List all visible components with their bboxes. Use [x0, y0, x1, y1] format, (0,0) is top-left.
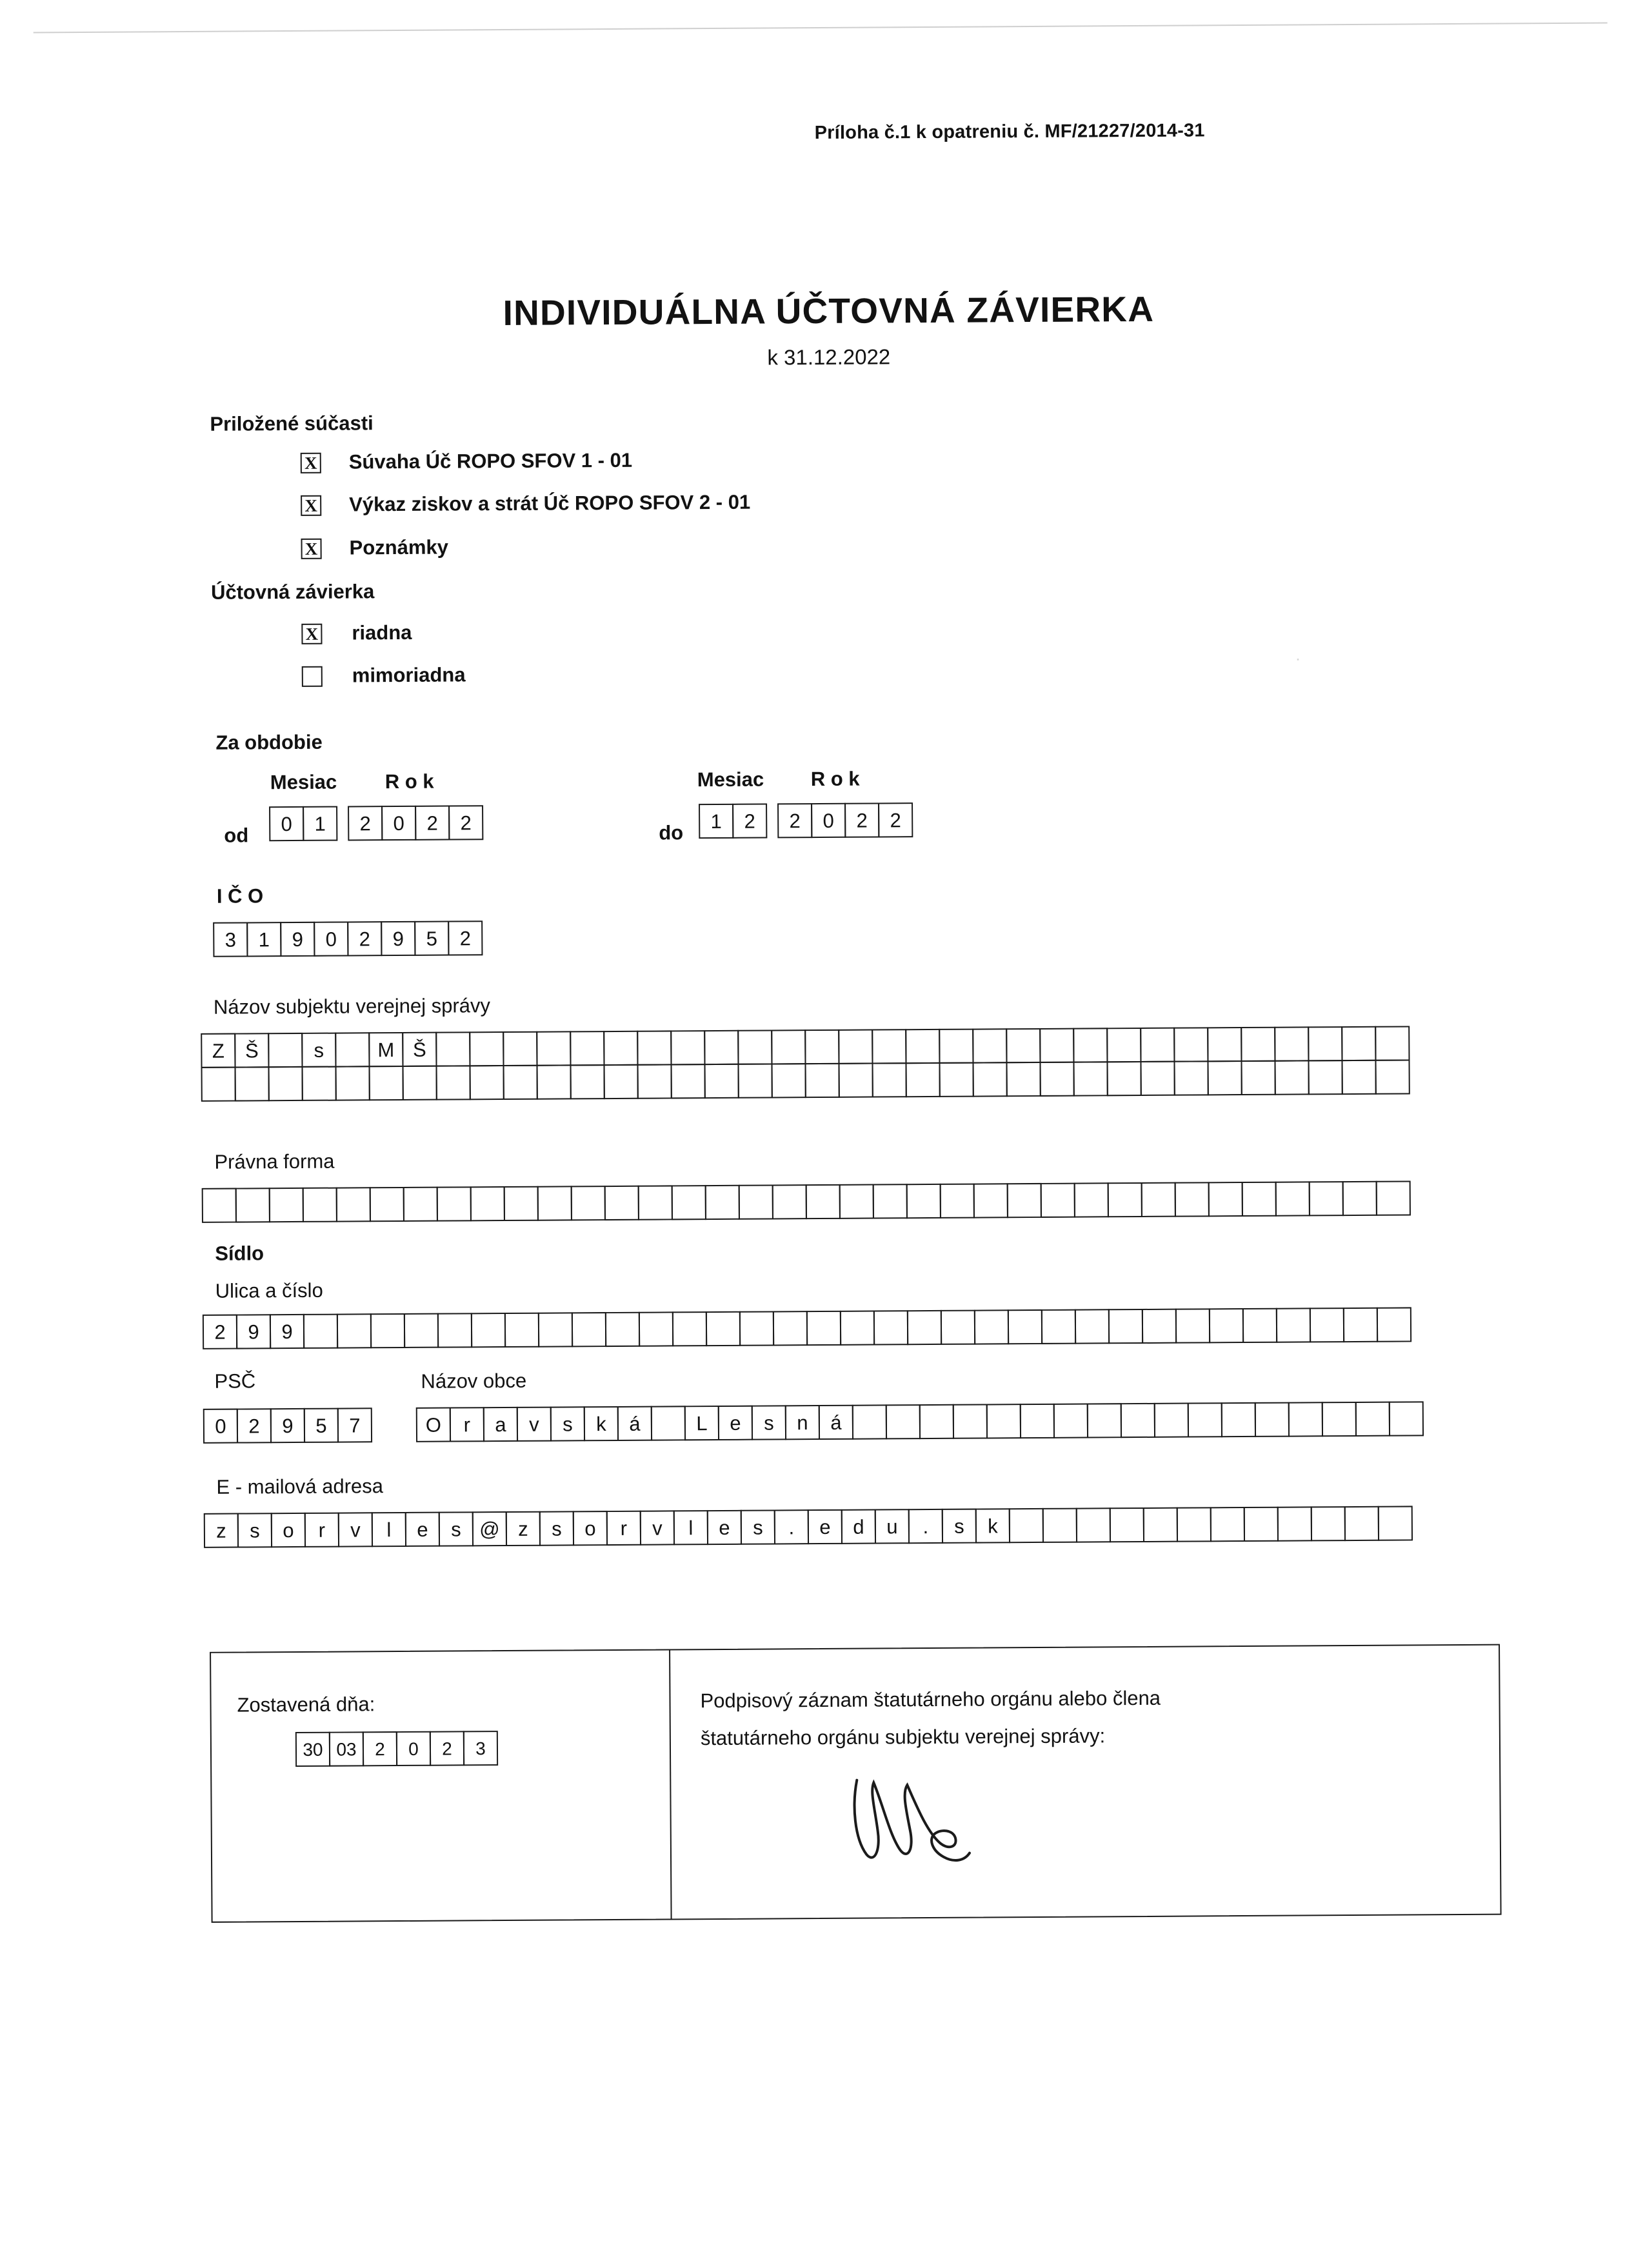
cell[interactable]	[1375, 1059, 1410, 1094]
cell[interactable]	[1175, 1182, 1210, 1217]
cell[interactable]	[302, 1066, 337, 1101]
cell[interactable]: r	[606, 1511, 641, 1546]
cell[interactable]	[437, 1186, 472, 1221]
cell[interactable]: 2	[347, 921, 382, 956]
period-to-label: do	[659, 821, 684, 844]
spacer	[336, 806, 348, 841]
cell[interactable]	[1006, 1028, 1041, 1063]
cell[interactable]	[536, 1031, 571, 1066]
cell[interactable]	[939, 1062, 973, 1097]
cell[interactable]	[403, 1066, 437, 1100]
cell[interactable]	[470, 1186, 505, 1221]
cell[interactable]: r	[304, 1513, 339, 1547]
cell[interactable]	[436, 1065, 471, 1100]
cell[interactable]	[1042, 1508, 1077, 1543]
ico-label: I Č O	[216, 884, 264, 908]
cell[interactable]: á	[819, 1405, 853, 1440]
checkbox-suvaha[interactable]: X	[301, 453, 321, 473]
cell[interactable]: 3	[213, 922, 248, 957]
cell[interactable]	[337, 1313, 372, 1348]
cell[interactable]	[804, 1063, 839, 1098]
period-from-month-label: Mesiac	[270, 770, 337, 794]
cell[interactable]	[1142, 1309, 1177, 1344]
cell[interactable]: .	[908, 1509, 943, 1544]
cell[interactable]: s	[550, 1406, 585, 1441]
cell[interactable]	[670, 1064, 705, 1099]
cell[interactable]	[838, 1063, 873, 1098]
cell[interactable]	[335, 1032, 370, 1067]
cell[interactable]: 2	[237, 1408, 272, 1443]
cell[interactable]: 2	[732, 804, 767, 839]
cell[interactable]	[771, 1063, 806, 1098]
cell[interactable]: 2	[878, 802, 913, 837]
cell[interactable]	[1209, 1308, 1244, 1343]
cell[interactable]	[1173, 1027, 1208, 1062]
attachment-label-poznamky: Poznámky	[349, 535, 449, 559]
spacer	[766, 803, 777, 838]
cell[interactable]	[1242, 1308, 1277, 1343]
cell[interactable]	[1344, 1506, 1379, 1541]
cell[interactable]: r	[450, 1407, 484, 1442]
signature-label-line2: štatutárneho orgánu subjektu verejnej správy:	[700, 1724, 1106, 1750]
cell[interactable]	[604, 1064, 639, 1099]
cell[interactable]: s	[301, 1033, 336, 1068]
cell[interactable]: 30	[295, 1732, 330, 1767]
cell[interactable]	[907, 1310, 942, 1345]
cell[interactable]: v	[517, 1407, 552, 1442]
cell[interactable]: 9	[236, 1314, 271, 1349]
cell[interactable]	[435, 1031, 470, 1066]
cell[interactable]: a	[483, 1407, 518, 1442]
cell[interactable]: 0	[314, 921, 348, 956]
cell[interactable]	[605, 1312, 640, 1347]
cell[interactable]	[1310, 1308, 1344, 1342]
cell[interactable]	[1241, 1060, 1275, 1095]
cell[interactable]	[840, 1311, 875, 1346]
cell[interactable]	[538, 1312, 573, 1347]
city-field[interactable]	[416, 1401, 1422, 1442]
page-subtitle: k 31.12.2022	[767, 344, 891, 370]
cell[interactable]	[370, 1313, 405, 1348]
cell[interactable]	[940, 1184, 975, 1219]
cell[interactable]	[852, 1404, 887, 1439]
cell[interactable]	[336, 1187, 371, 1222]
cell[interactable]	[404, 1313, 439, 1348]
cell[interactable]	[939, 1029, 973, 1064]
cell[interactable]	[1255, 1402, 1290, 1437]
cell[interactable]	[1106, 1028, 1141, 1062]
cell[interactable]: k	[975, 1508, 1010, 1543]
cell[interactable]: l	[372, 1512, 406, 1547]
cell[interactable]	[1241, 1027, 1275, 1062]
checkbox-mimoriadna[interactable]	[302, 666, 323, 687]
cell[interactable]	[986, 1404, 1021, 1438]
cell[interactable]	[1308, 1026, 1342, 1061]
cell[interactable]	[737, 1063, 772, 1098]
cell[interactable]	[972, 1028, 1007, 1063]
cell[interactable]	[303, 1314, 338, 1349]
cell[interactable]: 9	[280, 922, 315, 957]
cell[interactable]: 1	[699, 804, 733, 839]
cell[interactable]	[772, 1184, 807, 1219]
attachments-label: Priložené súčasti	[210, 412, 374, 435]
cell[interactable]: o	[573, 1511, 608, 1546]
cell[interactable]: 9	[381, 921, 415, 956]
cell[interactable]	[403, 1187, 438, 1222]
cell[interactable]	[906, 1184, 941, 1219]
cell[interactable]	[1188, 1402, 1222, 1437]
period-label: Za obdobie	[215, 730, 323, 754]
cell[interactable]	[437, 1313, 472, 1348]
cell[interactable]	[1207, 1027, 1242, 1062]
cell[interactable]: Z	[201, 1033, 235, 1068]
cell[interactable]	[1007, 1183, 1042, 1218]
cell[interactable]	[1376, 1180, 1411, 1215]
cell[interactable]: 2	[448, 805, 483, 840]
cell[interactable]	[1006, 1062, 1041, 1097]
psc-field[interactable]	[203, 1408, 371, 1444]
cell[interactable]	[268, 1066, 303, 1101]
entity-name-row-2[interactable]	[201, 1059, 1409, 1101]
cell[interactable]: 0	[381, 806, 416, 841]
cell[interactable]: L	[684, 1406, 719, 1440]
cell[interactable]: d	[841, 1509, 876, 1544]
page-title: INDIVIDUÁLNA ÚČTOVNÁ ZÁVIERKA	[503, 288, 1155, 333]
cell[interactable]: O	[416, 1408, 451, 1442]
cell[interactable]	[1309, 1181, 1344, 1216]
cell[interactable]	[1154, 1403, 1189, 1438]
cell[interactable]: 0	[203, 1409, 238, 1444]
cell[interactable]	[1242, 1182, 1277, 1217]
cell[interactable]: e	[718, 1406, 753, 1440]
statement-type-label-mimoriadna: mimoriadna	[352, 663, 466, 687]
cell[interactable]	[1277, 1506, 1312, 1541]
cell[interactable]: Š	[402, 1032, 437, 1067]
cell[interactable]: 7	[337, 1408, 372, 1442]
period-to-year-label: R o k	[810, 767, 860, 791]
cell[interactable]	[737, 1030, 772, 1064]
attachment-label-suvaha: Súvaha Úč ROPO SFOV 1 - 01	[348, 448, 633, 473]
cell[interactable]: s	[439, 1511, 474, 1546]
cell[interactable]: á	[617, 1406, 652, 1441]
cell[interactable]: e	[707, 1510, 742, 1545]
cell[interactable]	[503, 1065, 538, 1100]
cell[interactable]	[1140, 1028, 1175, 1062]
cell[interactable]	[1274, 1060, 1309, 1095]
cell[interactable]	[639, 1311, 673, 1346]
cell[interactable]	[1221, 1402, 1256, 1437]
cell[interactable]	[1039, 1028, 1074, 1063]
scan-artifact: ·	[1295, 648, 1301, 668]
cell[interactable]	[704, 1030, 739, 1065]
entity-name-label: Názov subjektu verejnej správy	[213, 994, 491, 1019]
address-label: Sídlo	[215, 1242, 264, 1265]
cell[interactable]: M	[368, 1032, 403, 1067]
cell[interactable]	[1378, 1506, 1413, 1540]
cell[interactable]: 2	[844, 802, 879, 837]
cell[interactable]: 9	[270, 1314, 304, 1349]
cell[interactable]	[303, 1188, 337, 1222]
cell[interactable]	[905, 1062, 940, 1097]
period-from-year-label: R o k	[384, 770, 434, 793]
cell[interactable]	[603, 1031, 638, 1066]
cell[interactable]	[705, 1185, 740, 1220]
cell[interactable]	[1141, 1182, 1176, 1217]
cell[interactable]	[638, 1185, 673, 1220]
signature-label-line1: Podpisový záznam štatutárneho orgánu alebo člena	[700, 1686, 1161, 1713]
street-field[interactable]	[203, 1307, 1410, 1349]
cell[interactable]	[504, 1313, 539, 1348]
cell[interactable]	[1108, 1309, 1143, 1344]
cell[interactable]	[1009, 1508, 1044, 1543]
cell[interactable]: u	[875, 1509, 910, 1544]
cell[interactable]	[572, 1312, 606, 1347]
cell[interactable]	[804, 1030, 839, 1064]
cell[interactable]	[504, 1186, 539, 1221]
cell[interactable]	[335, 1066, 370, 1100]
cell[interactable]: 03	[329, 1731, 364, 1766]
cell[interactable]: 2	[348, 806, 383, 841]
cell[interactable]	[806, 1184, 841, 1219]
cell[interactable]	[1039, 1062, 1074, 1097]
cell[interactable]: 0	[811, 803, 846, 838]
cell[interactable]	[919, 1404, 954, 1439]
cell[interactable]	[202, 1188, 237, 1223]
cell[interactable]	[953, 1404, 988, 1438]
cell[interactable]: e	[808, 1509, 842, 1544]
cell[interactable]	[672, 1311, 707, 1346]
cell[interactable]	[470, 1065, 504, 1100]
ico-field[interactable]	[213, 920, 481, 957]
cell[interactable]	[1355, 1402, 1390, 1437]
cell[interactable]	[235, 1188, 270, 1222]
cell[interactable]	[672, 1185, 706, 1220]
legal-form-field[interactable]	[202, 1180, 1410, 1222]
cell[interactable]: 3	[463, 1731, 498, 1766]
cell[interactable]	[1208, 1182, 1243, 1217]
cell[interactable]	[1073, 1028, 1108, 1062]
cell[interactable]	[1173, 1060, 1208, 1095]
cell[interactable]: l	[673, 1510, 708, 1545]
cell[interactable]	[1210, 1507, 1245, 1542]
cell[interactable]	[773, 1311, 808, 1346]
cell[interactable]	[1140, 1061, 1175, 1096]
scan-edge-line	[34, 23, 1608, 34]
cell[interactable]: 1	[246, 922, 281, 957]
cell[interactable]: 2	[777, 803, 812, 838]
cell[interactable]	[706, 1311, 741, 1346]
cell[interactable]	[537, 1186, 572, 1220]
cell[interactable]	[1288, 1402, 1323, 1437]
checkbox-riadna[interactable]: X	[301, 624, 322, 644]
cell[interactable]: 2	[203, 1315, 237, 1349]
cell[interactable]	[972, 1062, 1007, 1097]
cell[interactable]: Š	[234, 1033, 269, 1068]
psc-label: PSČ	[214, 1369, 256, 1393]
cell[interactable]	[905, 1029, 940, 1064]
attachment-label-vykaz: Výkaz ziskov a strát Úč ROPO SFOV 2 - 01	[349, 490, 751, 516]
checkbox-poznamky[interactable]: X	[301, 539, 322, 559]
cell[interactable]	[1275, 1181, 1310, 1216]
cell[interactable]	[1377, 1307, 1411, 1342]
cell[interactable]	[503, 1031, 537, 1066]
cell[interactable]	[704, 1064, 739, 1099]
legal-form-label: Právna forma	[214, 1149, 335, 1173]
city-label: Názov obce	[421, 1369, 527, 1393]
cell[interactable]	[1341, 1026, 1376, 1061]
cell[interactable]: 0	[269, 806, 304, 841]
cell[interactable]: n	[785, 1405, 820, 1440]
cell[interactable]	[1308, 1060, 1342, 1095]
cell[interactable]	[1020, 1404, 1055, 1438]
cell[interactable]	[1389, 1401, 1424, 1436]
cell[interactable]	[1341, 1060, 1376, 1095]
cell[interactable]	[471, 1313, 506, 1348]
cell[interactable]: 5	[414, 921, 449, 956]
period-from-month-field[interactable]	[269, 805, 482, 841]
cell[interactable]	[1322, 1402, 1357, 1437]
cell[interactable]	[1110, 1507, 1144, 1542]
cell[interactable]: s	[741, 1509, 775, 1544]
period-to-month-field[interactable]	[699, 802, 912, 839]
cell[interactable]: e	[405, 1512, 440, 1547]
cell[interactable]	[1073, 1061, 1108, 1096]
cell[interactable]: o	[271, 1513, 306, 1547]
cell[interactable]: z	[506, 1511, 541, 1546]
cell[interactable]	[974, 1309, 1009, 1344]
cell[interactable]	[873, 1310, 908, 1345]
cell[interactable]	[873, 1184, 908, 1219]
cell[interactable]	[1244, 1507, 1279, 1542]
cell[interactable]	[941, 1310, 975, 1345]
statement-type-label-riadna: riadna	[352, 621, 412, 644]
cell[interactable]	[1311, 1506, 1346, 1541]
cell[interactable]	[1087, 1403, 1122, 1438]
cell[interactable]: 0	[396, 1731, 431, 1766]
cell[interactable]: 2	[430, 1731, 464, 1766]
statement-type-label: Účtovná závierka	[210, 580, 375, 604]
cell[interactable]	[269, 1188, 304, 1222]
prepared-date-label: Zostavená dňa:	[237, 1693, 375, 1716]
cell[interactable]: 2	[448, 920, 483, 955]
cell[interactable]	[1177, 1507, 1211, 1542]
cell[interactable]	[771, 1030, 806, 1064]
cell[interactable]	[1008, 1309, 1042, 1344]
cell[interactable]	[838, 1030, 873, 1064]
cell[interactable]	[1342, 1181, 1377, 1216]
cell[interactable]	[806, 1311, 841, 1346]
signature-mark	[837, 1766, 1032, 1884]
cell[interactable]	[570, 1031, 604, 1066]
cell[interactable]	[570, 1064, 605, 1099]
cell[interactable]: .	[774, 1509, 809, 1544]
cell[interactable]: s	[942, 1509, 977, 1544]
cell[interactable]: v	[640, 1510, 675, 1545]
cell[interactable]	[1207, 1060, 1242, 1095]
cell[interactable]	[1343, 1308, 1378, 1342]
cell[interactable]	[1121, 1403, 1155, 1438]
email-field[interactable]	[204, 1506, 1411, 1547]
cell[interactable]	[268, 1033, 303, 1068]
cell[interactable]	[670, 1030, 705, 1065]
cell[interactable]	[739, 1311, 774, 1346]
cell[interactable]	[1143, 1507, 1178, 1542]
cell[interactable]: z	[204, 1513, 239, 1548]
cell[interactable]	[872, 1062, 906, 1097]
cell[interactable]: k	[584, 1406, 619, 1441]
header-note: Príloha č.1 k opatreniu č. MF/21227/2014-31	[814, 120, 1205, 144]
cell[interactable]	[604, 1186, 639, 1220]
cell[interactable]	[1074, 1182, 1109, 1217]
cell[interactable]: s	[539, 1511, 574, 1546]
cell[interactable]: s	[752, 1405, 786, 1440]
prepared-date-field[interactable]	[295, 1731, 497, 1767]
cell[interactable]	[739, 1184, 773, 1219]
cell[interactable]: s	[237, 1513, 272, 1547]
email-label: E - mailová adresa	[216, 1475, 384, 1498]
cell[interactable]	[235, 1066, 270, 1101]
cell[interactable]	[886, 1404, 921, 1439]
cell[interactable]	[571, 1186, 606, 1220]
cell[interactable]	[1175, 1308, 1210, 1343]
cell[interactable]	[1053, 1403, 1088, 1438]
cell[interactable]	[537, 1064, 572, 1099]
cell[interactable]	[651, 1406, 686, 1440]
period-to-month-label: Mesiac	[697, 768, 764, 791]
cell[interactable]	[370, 1187, 404, 1222]
cell[interactable]: 2	[415, 806, 450, 841]
cell[interactable]: v	[338, 1512, 373, 1547]
cell[interactable]	[973, 1183, 1008, 1218]
cell[interactable]	[201, 1067, 236, 1102]
cell[interactable]	[1075, 1309, 1110, 1344]
cell[interactable]	[1041, 1309, 1076, 1344]
cell[interactable]	[839, 1184, 874, 1219]
cell[interactable]	[1108, 1182, 1142, 1217]
cell[interactable]	[637, 1064, 672, 1099]
cell[interactable]	[1375, 1026, 1410, 1060]
cell[interactable]	[637, 1030, 672, 1065]
cell[interactable]: 5	[304, 1408, 339, 1443]
cell[interactable]	[1276, 1308, 1311, 1342]
cell[interactable]	[1274, 1026, 1309, 1061]
cell[interactable]	[1041, 1183, 1075, 1218]
cell[interactable]	[369, 1066, 404, 1100]
street-label: Ulica a číslo	[215, 1278, 323, 1302]
period-from-label: od	[224, 824, 249, 847]
cell[interactable]: 1	[303, 806, 337, 841]
cell[interactable]	[469, 1031, 504, 1066]
cell[interactable]: 2	[363, 1731, 397, 1766]
checkbox-vykaz[interactable]: X	[301, 495, 321, 516]
cell[interactable]: 9	[270, 1408, 305, 1443]
cell[interactable]	[1106, 1061, 1141, 1096]
cell[interactable]: @	[472, 1511, 507, 1546]
cell[interactable]	[872, 1029, 906, 1064]
cell[interactable]	[1076, 1507, 1111, 1542]
